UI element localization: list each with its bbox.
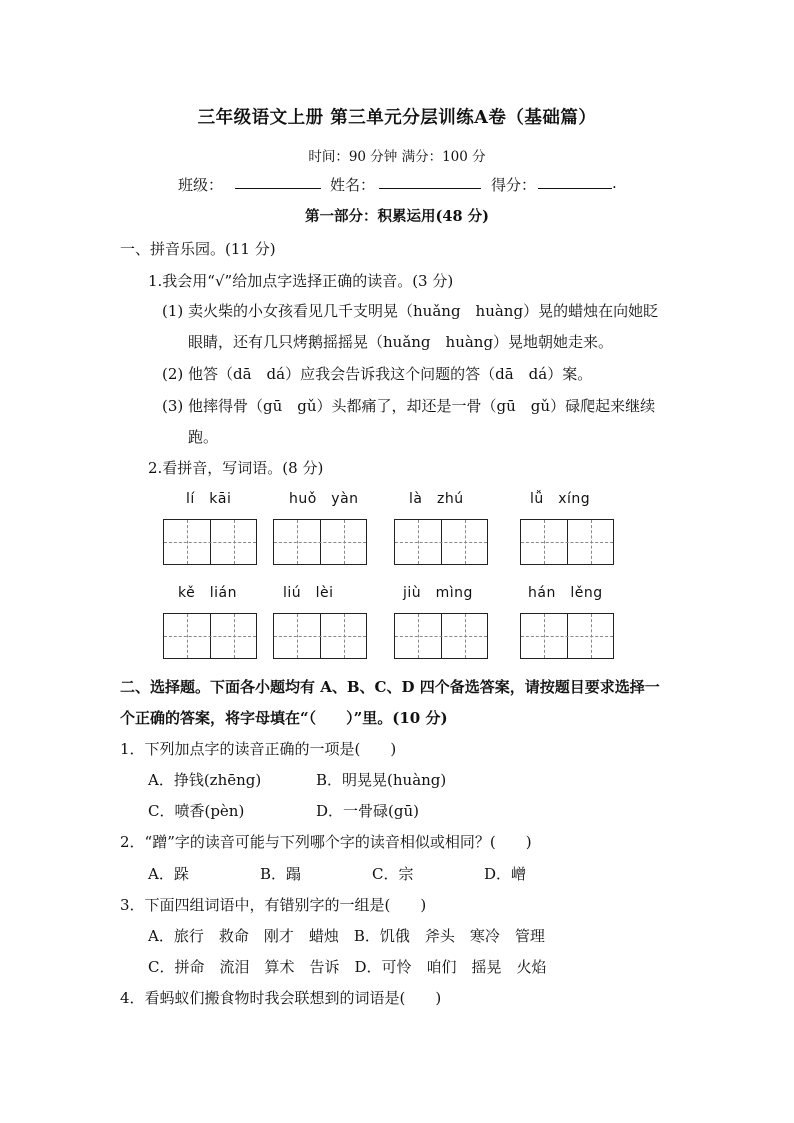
question-stem: 3．下面四组词语中，有错别字的一组是( ) — [120, 896, 427, 914]
part-title: 第一部分：积累运用(48 分) — [305, 208, 489, 225]
writing-box[interactable] — [394, 519, 488, 565]
writing-box[interactable] — [163, 613, 257, 659]
end-dot: . — [612, 174, 617, 192]
class-blank[interactable] — [235, 174, 321, 193]
page-title: 三年级语文上册 第三单元分层训练A卷（基础篇） — [197, 108, 597, 128]
option-c: C．宗 — [372, 865, 414, 883]
q2-title: 2.看拼音，写词语。(8 分) — [148, 459, 324, 477]
q1-item-3b: 跑。 — [188, 428, 219, 446]
option-c: C．喷香(pèn) — [148, 802, 245, 820]
option-a: A．挣钱(zhēng) — [148, 771, 262, 789]
pinyin-label: kě lián — [178, 585, 237, 601]
question-stem: 1．下列加点字的读音正确的一项是( ) — [120, 740, 397, 758]
score-label: 得分： — [491, 176, 537, 194]
writing-box[interactable] — [520, 519, 614, 565]
score-blank[interactable] — [538, 174, 612, 193]
class-label: 班级： — [178, 176, 224, 194]
option-d: D．一骨碌(gū) — [316, 802, 419, 820]
q1-item-1a: (1) 卖火柴的小女孩看见几千支明晃（huǎng huàng）晃的蜡烛在向她眨 — [162, 302, 659, 320]
q1-item-3a: (3) 他摔得骨（gū gǔ）头都痛了，却还是一骨（gū gǔ）碌爬起来继续 — [162, 397, 656, 415]
writing-box[interactable] — [394, 613, 488, 659]
q1-title: 1.我会用“√”给加点字选择正确的读音。(3 分) — [148, 272, 454, 290]
q1-item-2: (2) 他答（dā dá）应我会告诉我这个问题的答（dā dá）案。 — [162, 365, 593, 383]
question-stem: 4．看蚂蚁们搬食物时我会联想到的词语是( ) — [120, 989, 442, 1007]
section2-title-line1: 二、选择题。下面各小题均有 A、B、C、D 四个备选答案，请按题目要求选择一 — [120, 678, 660, 696]
writing-box[interactable] — [163, 519, 257, 565]
writing-box[interactable] — [273, 519, 367, 565]
option-a: A．跺 — [148, 865, 189, 883]
writing-box[interactable] — [520, 613, 614, 659]
pinyin-label: huǒ yàn — [289, 491, 359, 507]
pinyin-label: là zhú — [409, 491, 464, 507]
pinyin-label: hán lěng — [528, 585, 603, 601]
option-d: D．嶒 — [484, 865, 527, 883]
option-b: B．蹋 — [260, 865, 302, 883]
name-label: 姓名： — [330, 176, 376, 194]
name-blank[interactable] — [379, 174, 481, 193]
pinyin-label: liú lèi — [283, 585, 334, 601]
pinyin-label: lí kāi — [186, 491, 232, 507]
pinyin-label: lǚ xíng — [530, 491, 591, 507]
options-line-1: A．旅行 救命 刚才 蜡烛 B．饥俄 斧头 寒冷 管理 — [148, 927, 545, 945]
option-b: B．明晃晃(huàng) — [316, 771, 447, 789]
exam-meta: 时间：90 分钟 满分：100 分 — [308, 149, 486, 165]
question-stem: 2．“蹭”字的读音可能与下列哪个字的读音相似或相同？( ) — [120, 833, 532, 851]
writing-box[interactable] — [273, 613, 367, 659]
q1-item-1b: 眼睛，还有几只烤鹅摇摇晃（huǎng huàng）晃地朝她走来。 — [188, 333, 614, 351]
section1-title: 一、拼音乐园。(11 分) — [120, 240, 276, 258]
pinyin-label: jiù mìng — [403, 585, 473, 601]
section2-title-line2: 个正确的答案，将字母填在“（ ）”里。(10 分) — [120, 709, 448, 727]
options-line-2: C．拼命 流泪 算术 告诉 D．可怜 咱们 摇晃 火焰 — [148, 958, 547, 976]
